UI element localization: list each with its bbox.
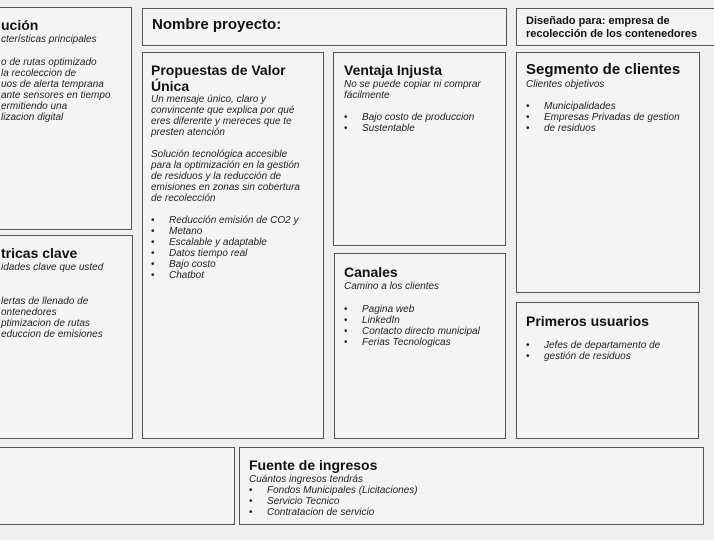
solucion-line: lizacion digital [1, 112, 64, 123]
segmento-item: • Municipalidades [526, 101, 695, 112]
canales-item: • LinkedIn [344, 315, 501, 326]
propuestas-box [142, 52, 324, 439]
propuestas-description-line: para la optimización en la gestión [151, 160, 300, 171]
primeros-item-continuation-text: gestión de residuos [544, 351, 631, 362]
ventaja-box [333, 52, 506, 246]
fuente-box [239, 447, 704, 525]
propuestas-description-line: emisiones en zonas sin cobertura [151, 182, 300, 193]
disenado-para-line1: Diseñado para: empresa de [526, 15, 670, 27]
primeros-item: • Jefes de departamento de [526, 340, 694, 351]
primeros-title: Primeros usuarios [526, 313, 649, 329]
canales-title: Canales [344, 264, 398, 280]
nombre-proyecto-box [142, 8, 507, 46]
metricas-line: educcion de emisiones [1, 329, 103, 340]
propuestas-item-continuation [151, 226, 317, 237]
propuestas-intro-line: presten atención [151, 127, 225, 138]
propuestas-title-line2: Única [151, 78, 190, 94]
ventaja-subtitle-line2: fácilmente [344, 90, 390, 101]
primeros-box [516, 302, 699, 439]
propuestas-item: • Reducción emisión de CO2 y [151, 215, 317, 226]
metricas-subtitle: idades clave que usted [1, 262, 104, 273]
propuestas-title-line1: Propuestas de Valor [151, 62, 286, 78]
metricas-line: lertas de llenado de [1, 296, 89, 307]
propuestas-intro-line: Un mensaje único, claro y [151, 94, 267, 105]
propuestas-item: • Escalable y adaptable [151, 237, 317, 248]
propuestas-description-line: de recolección [151, 193, 216, 204]
disenado-para-box [516, 8, 714, 46]
disenado-para-line2: recolección de los contenedores [526, 28, 698, 40]
nombre-proyecto-label: Nombre proyecto: [152, 16, 282, 33]
segmento-item-continuation [526, 123, 695, 134]
metricas-box [0, 235, 133, 439]
propuestas-item-continuation-text: Metano [169, 226, 203, 237]
canales-box [334, 253, 506, 439]
canales-item: • Pagina web [344, 304, 501, 315]
solucion-subtitle: cterísticas principales [1, 34, 97, 45]
metricas-line: ptimizacion de rutas [1, 318, 90, 329]
solucion-line: uos de alerta temprana [1, 79, 104, 90]
ventaja-title: Ventaja Injusta [344, 62, 443, 78]
canales-subtitle: Camino a los clientes [344, 281, 440, 292]
propuestas-intro-line: convincente que explica por qué [151, 105, 295, 116]
propuestas-description-line: de residuos y la reducción de [151, 171, 282, 182]
segmento-subtitle: Clientes objetivos [526, 79, 605, 90]
propuestas-item: • Chatbot [151, 270, 317, 281]
segmento-item-continuation-text: de residuos [544, 123, 596, 134]
fuente-item: • Servicio Tecnico [249, 496, 703, 507]
solucion-box [0, 7, 132, 230]
fuente-title: Fuente de ingresos [249, 457, 378, 473]
propuestas-intro-line: eres diferente y mereces que te [151, 116, 292, 127]
primeros-item-continuation [526, 351, 694, 362]
metricas-title: tricas clave [1, 245, 78, 261]
ventaja-item: • Sustentable [344, 123, 501, 134]
solucion-title: ución [1, 17, 39, 33]
fuente-item: • Contratacion de servicio [249, 507, 703, 518]
canales-item: • Ferias Tecnologicas [344, 337, 501, 348]
segmento-item: • Empresas Privadas de gestion [526, 112, 695, 123]
fuente-item: • Fondos Municipales (Licitaciones) [249, 485, 703, 496]
propuestas-description-line: Solución tecnológica accesible [151, 149, 288, 160]
metricas-line: ontenedores [1, 307, 57, 318]
segmento-title: Segmento de clientes [526, 61, 681, 78]
estructura-costos-box [0, 447, 235, 525]
solucion-line: la recoleccion de [1, 68, 77, 79]
canales-item: • Contacto directo municipal [344, 326, 501, 337]
ventaja-item: • Bajo costo de produccion [344, 112, 501, 123]
fuente-subtitle: Cuántos ingresos tendrás [249, 474, 363, 485]
propuestas-item: • Datos tiempo real [151, 248, 317, 259]
ventaja-subtitle-line1: No se puede copiar ni comprar [344, 79, 481, 90]
propuestas-item: • Bajo costo [151, 259, 317, 270]
solucion-line: ante sensores en tiempo [1, 90, 111, 101]
segmento-box [516, 52, 700, 293]
solucion-line: ermitiendo una [1, 101, 68, 112]
solucion-line: o de rutas optimizado [1, 57, 97, 68]
